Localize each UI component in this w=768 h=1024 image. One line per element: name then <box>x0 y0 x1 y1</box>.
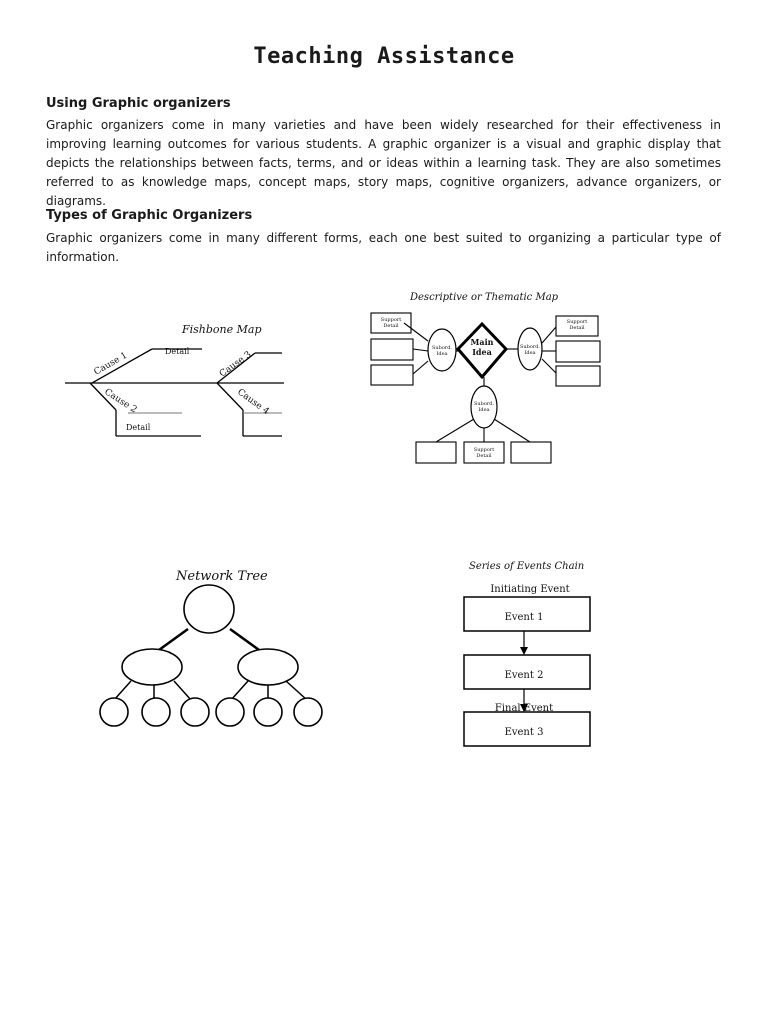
network-tree-diagram <box>96 563 332 728</box>
thematic-title: Descriptive or Thematic Map <box>410 292 559 303</box>
support-left-line2: Detail <box>383 323 399 329</box>
thematic-map-diagram <box>366 287 606 467</box>
events-chain-title: Series of Events Chain <box>469 561 585 572</box>
section-body-using: Graphic organizers come in many varieties and have been widely researched for their effectiveness in improving learning outcomes for various students. A graphic organizer is a visual and graphic display that depicts the relationships between facts, terms, and or ideas within a learning task. They are also sometimes referred to as knowledge maps, concept maps, story maps, cognitive organizers, advance organizers, or diagrams. <box>46 118 721 208</box>
fishbone-cause-1: Cause 1 <box>92 350 130 378</box>
subord-bottom-line1: Subord. <box>473 401 495 407</box>
event-3-label: Event 3 <box>504 727 544 738</box>
fishbone-cause-2: Cause 2 <box>102 387 139 416</box>
fishbone-map-diagram <box>60 315 290 445</box>
support-right-line1: Support <box>566 319 588 325</box>
fishbone-detail-top: Detail <box>165 347 190 356</box>
subord-left-line1: Subord. <box>431 345 453 351</box>
support-bottom-line1: Support <box>473 447 495 453</box>
section-body-types: Graphic organizers come in many different forms, each one best suited to organizing a particular type of information. <box>46 231 721 264</box>
support-right-line2: Detail <box>569 325 585 331</box>
thematic-main-idea-line1: Main <box>470 337 494 347</box>
section-heading-using: Using Graphic organizers <box>46 96 231 111</box>
section-heading-types: Types of Graphic Organizers <box>46 208 253 223</box>
subord-left-line2: Idea <box>436 351 448 357</box>
fishbone-cause-4: Cause 4 <box>235 387 271 417</box>
fishbone-cause-3: Cause 3 <box>217 349 254 380</box>
network-tree-title: Network Tree <box>176 569 268 584</box>
page-title: Teaching Assistance <box>253 44 515 69</box>
fishbone-title: Fishbone Map <box>182 323 262 336</box>
events-chain-diagram <box>460 558 592 750</box>
event-1-label: Event 1 <box>504 612 544 623</box>
event-2-label: Event 2 <box>504 670 544 681</box>
initiating-event-label: Initiating Event <box>490 584 570 595</box>
subord-bottom-line2: Idea <box>478 407 490 413</box>
support-bottom-line2: Detail <box>476 453 492 459</box>
subord-right-line2: Idea <box>524 350 536 356</box>
subord-right-line1: Subord. <box>519 344 541 350</box>
thematic-main-idea-line2: Idea <box>472 347 492 357</box>
support-left-line1: Support <box>380 317 402 323</box>
fishbone-detail-bottom: Detail <box>126 423 151 432</box>
final-event-label: Final Event <box>494 703 554 714</box>
